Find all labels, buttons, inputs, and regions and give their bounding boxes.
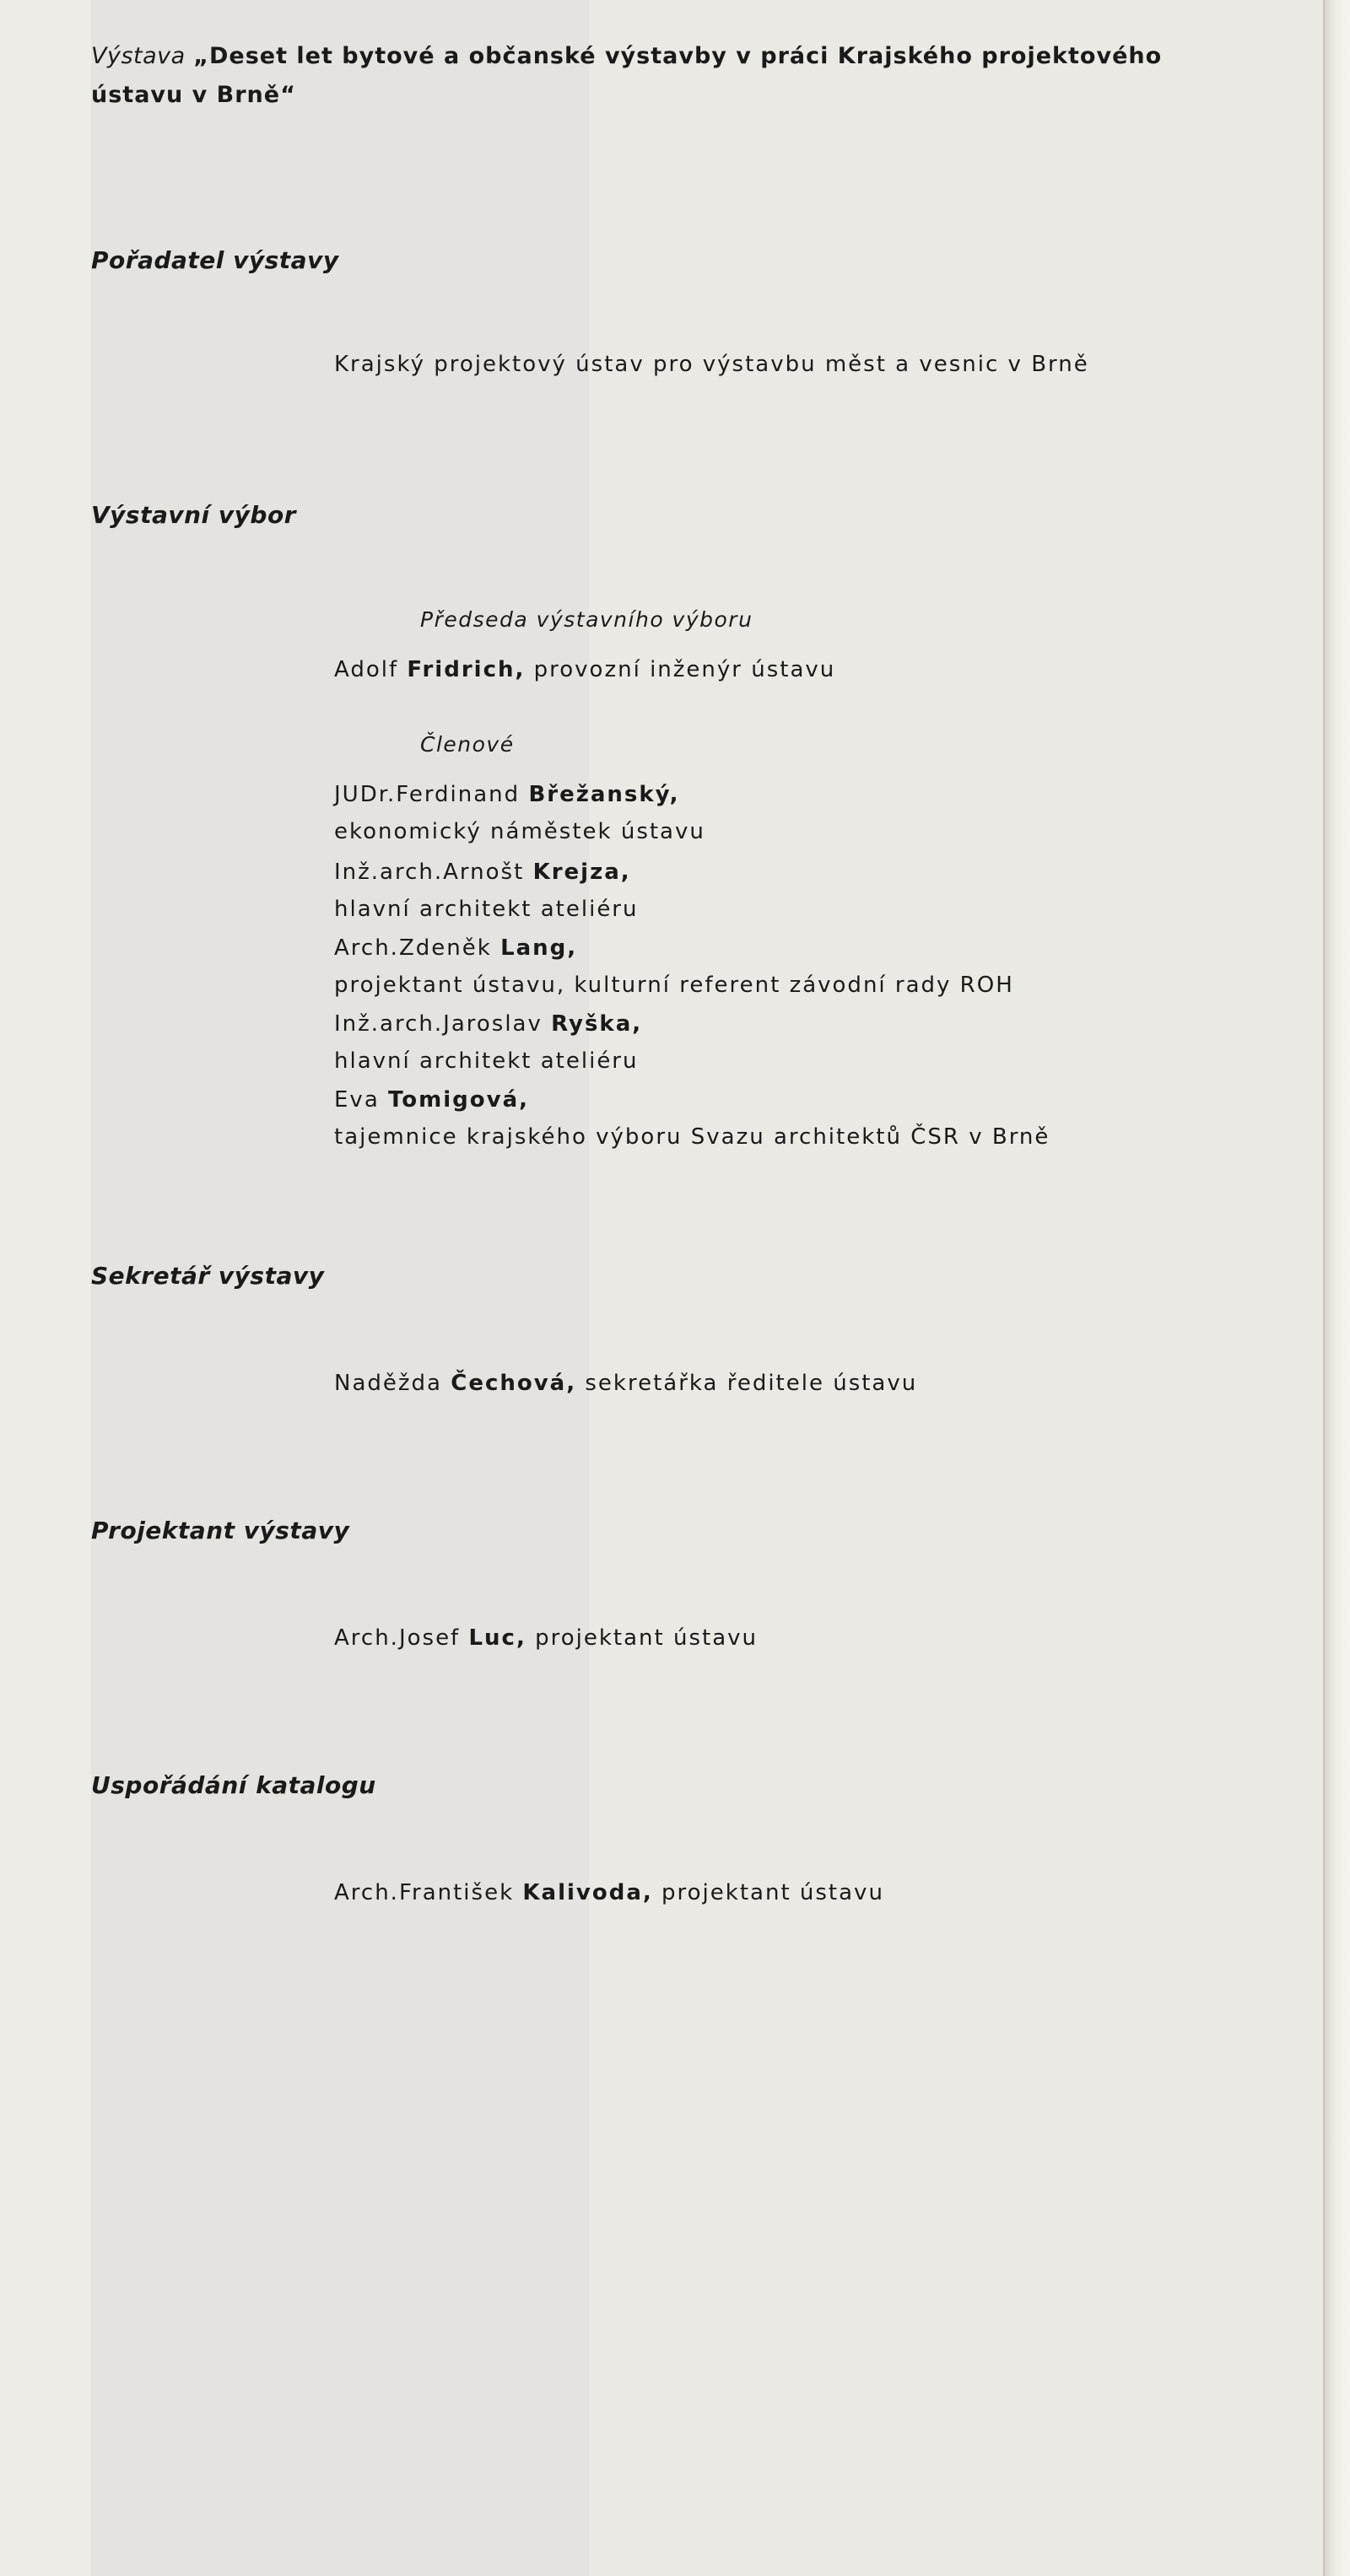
member-role: tajemnice krajského výboru Svazu architektů ČSR v Brně bbox=[334, 1124, 1050, 1150]
exhibition-title bbox=[91, 37, 1188, 115]
members-heading: Členové bbox=[420, 732, 515, 757]
secretary-heading: Sekretář výstavy bbox=[91, 1262, 325, 1290]
catalogue-entry bbox=[334, 1878, 884, 1908]
designer-heading: Projektant výstavy bbox=[91, 1517, 350, 1544]
chair-surname: Fridrich, bbox=[407, 657, 526, 682]
member-surname: Břežanský, bbox=[528, 782, 680, 807]
member-entry bbox=[334, 930, 1014, 1004]
member-entry bbox=[334, 1081, 1050, 1156]
member-first-name: Inž.arch.Arnošt bbox=[334, 860, 525, 885]
member-role: hlavní architekt ateliéru bbox=[334, 897, 639, 922]
chair-first-name: Adolf bbox=[334, 657, 399, 682]
member-first-name: Arch.Zdeněk bbox=[334, 935, 492, 961]
member-role: hlavní architekt ateliéru bbox=[334, 1048, 639, 1074]
member-surname: Tomigová, bbox=[388, 1087, 530, 1113]
page-margin-left bbox=[0, 0, 91, 2576]
member-role: projektant ústavu, kulturní referent závodní rady ROH bbox=[334, 973, 1014, 998]
catalogue-surname: Kalivoda, bbox=[522, 1880, 653, 1905]
member-entry bbox=[334, 854, 638, 928]
member-role: ekonomický náměstek ústavu bbox=[334, 819, 705, 844]
secretary-entry bbox=[334, 1368, 917, 1398]
designer-entry bbox=[334, 1623, 758, 1653]
designer-role: projektant ústavu bbox=[535, 1625, 759, 1651]
catalogue-first-name: Arch.František bbox=[334, 1880, 515, 1905]
catalogue-heading: Uspořádání katalogu bbox=[91, 1771, 376, 1799]
member-entry bbox=[334, 776, 705, 850]
page-body bbox=[589, 0, 1323, 2576]
committee-heading: Výstavní výbor bbox=[91, 501, 296, 529]
member-first-name: JUDr.Ferdinand bbox=[334, 782, 521, 807]
organizer-text: Krajský projektový ústav pro výstavbu měst a vesnic v Brně bbox=[334, 352, 1089, 377]
member-surname: Krejza, bbox=[532, 860, 631, 885]
member-surname: Lang, bbox=[500, 935, 578, 961]
chair-heading: Předseda výstavního výboru bbox=[420, 607, 753, 632]
member-first-name: Inž.arch.Jaroslav bbox=[334, 1011, 543, 1037]
chair-entry bbox=[334, 655, 835, 685]
page-edge bbox=[1323, 0, 1350, 2576]
secretary-first-name: Naděžda bbox=[334, 1371, 442, 1396]
title-lead: Výstava bbox=[91, 43, 186, 69]
chair-role: provozní inženýr ústavu bbox=[533, 657, 836, 682]
member-entry bbox=[334, 1005, 642, 1080]
secretary-role: sekretářka ředitele ústavu bbox=[585, 1371, 918, 1396]
catalogue-role: projektant ústavu bbox=[662, 1880, 884, 1905]
secretary-surname: Čechová, bbox=[451, 1371, 577, 1396]
organizer-heading: Pořadatel výstavy bbox=[91, 246, 339, 274]
member-surname: Ryška, bbox=[551, 1011, 643, 1037]
designer-first-name: Arch.Josef bbox=[334, 1625, 461, 1651]
title-line-2: ústavu v Brně“ bbox=[91, 82, 296, 108]
title-line-1: „Deset let bytové a občanské výstavby v práci Krajského projektového bbox=[193, 43, 1163, 69]
member-first-name: Eva bbox=[334, 1087, 380, 1113]
designer-surname: Luc, bbox=[468, 1625, 526, 1651]
